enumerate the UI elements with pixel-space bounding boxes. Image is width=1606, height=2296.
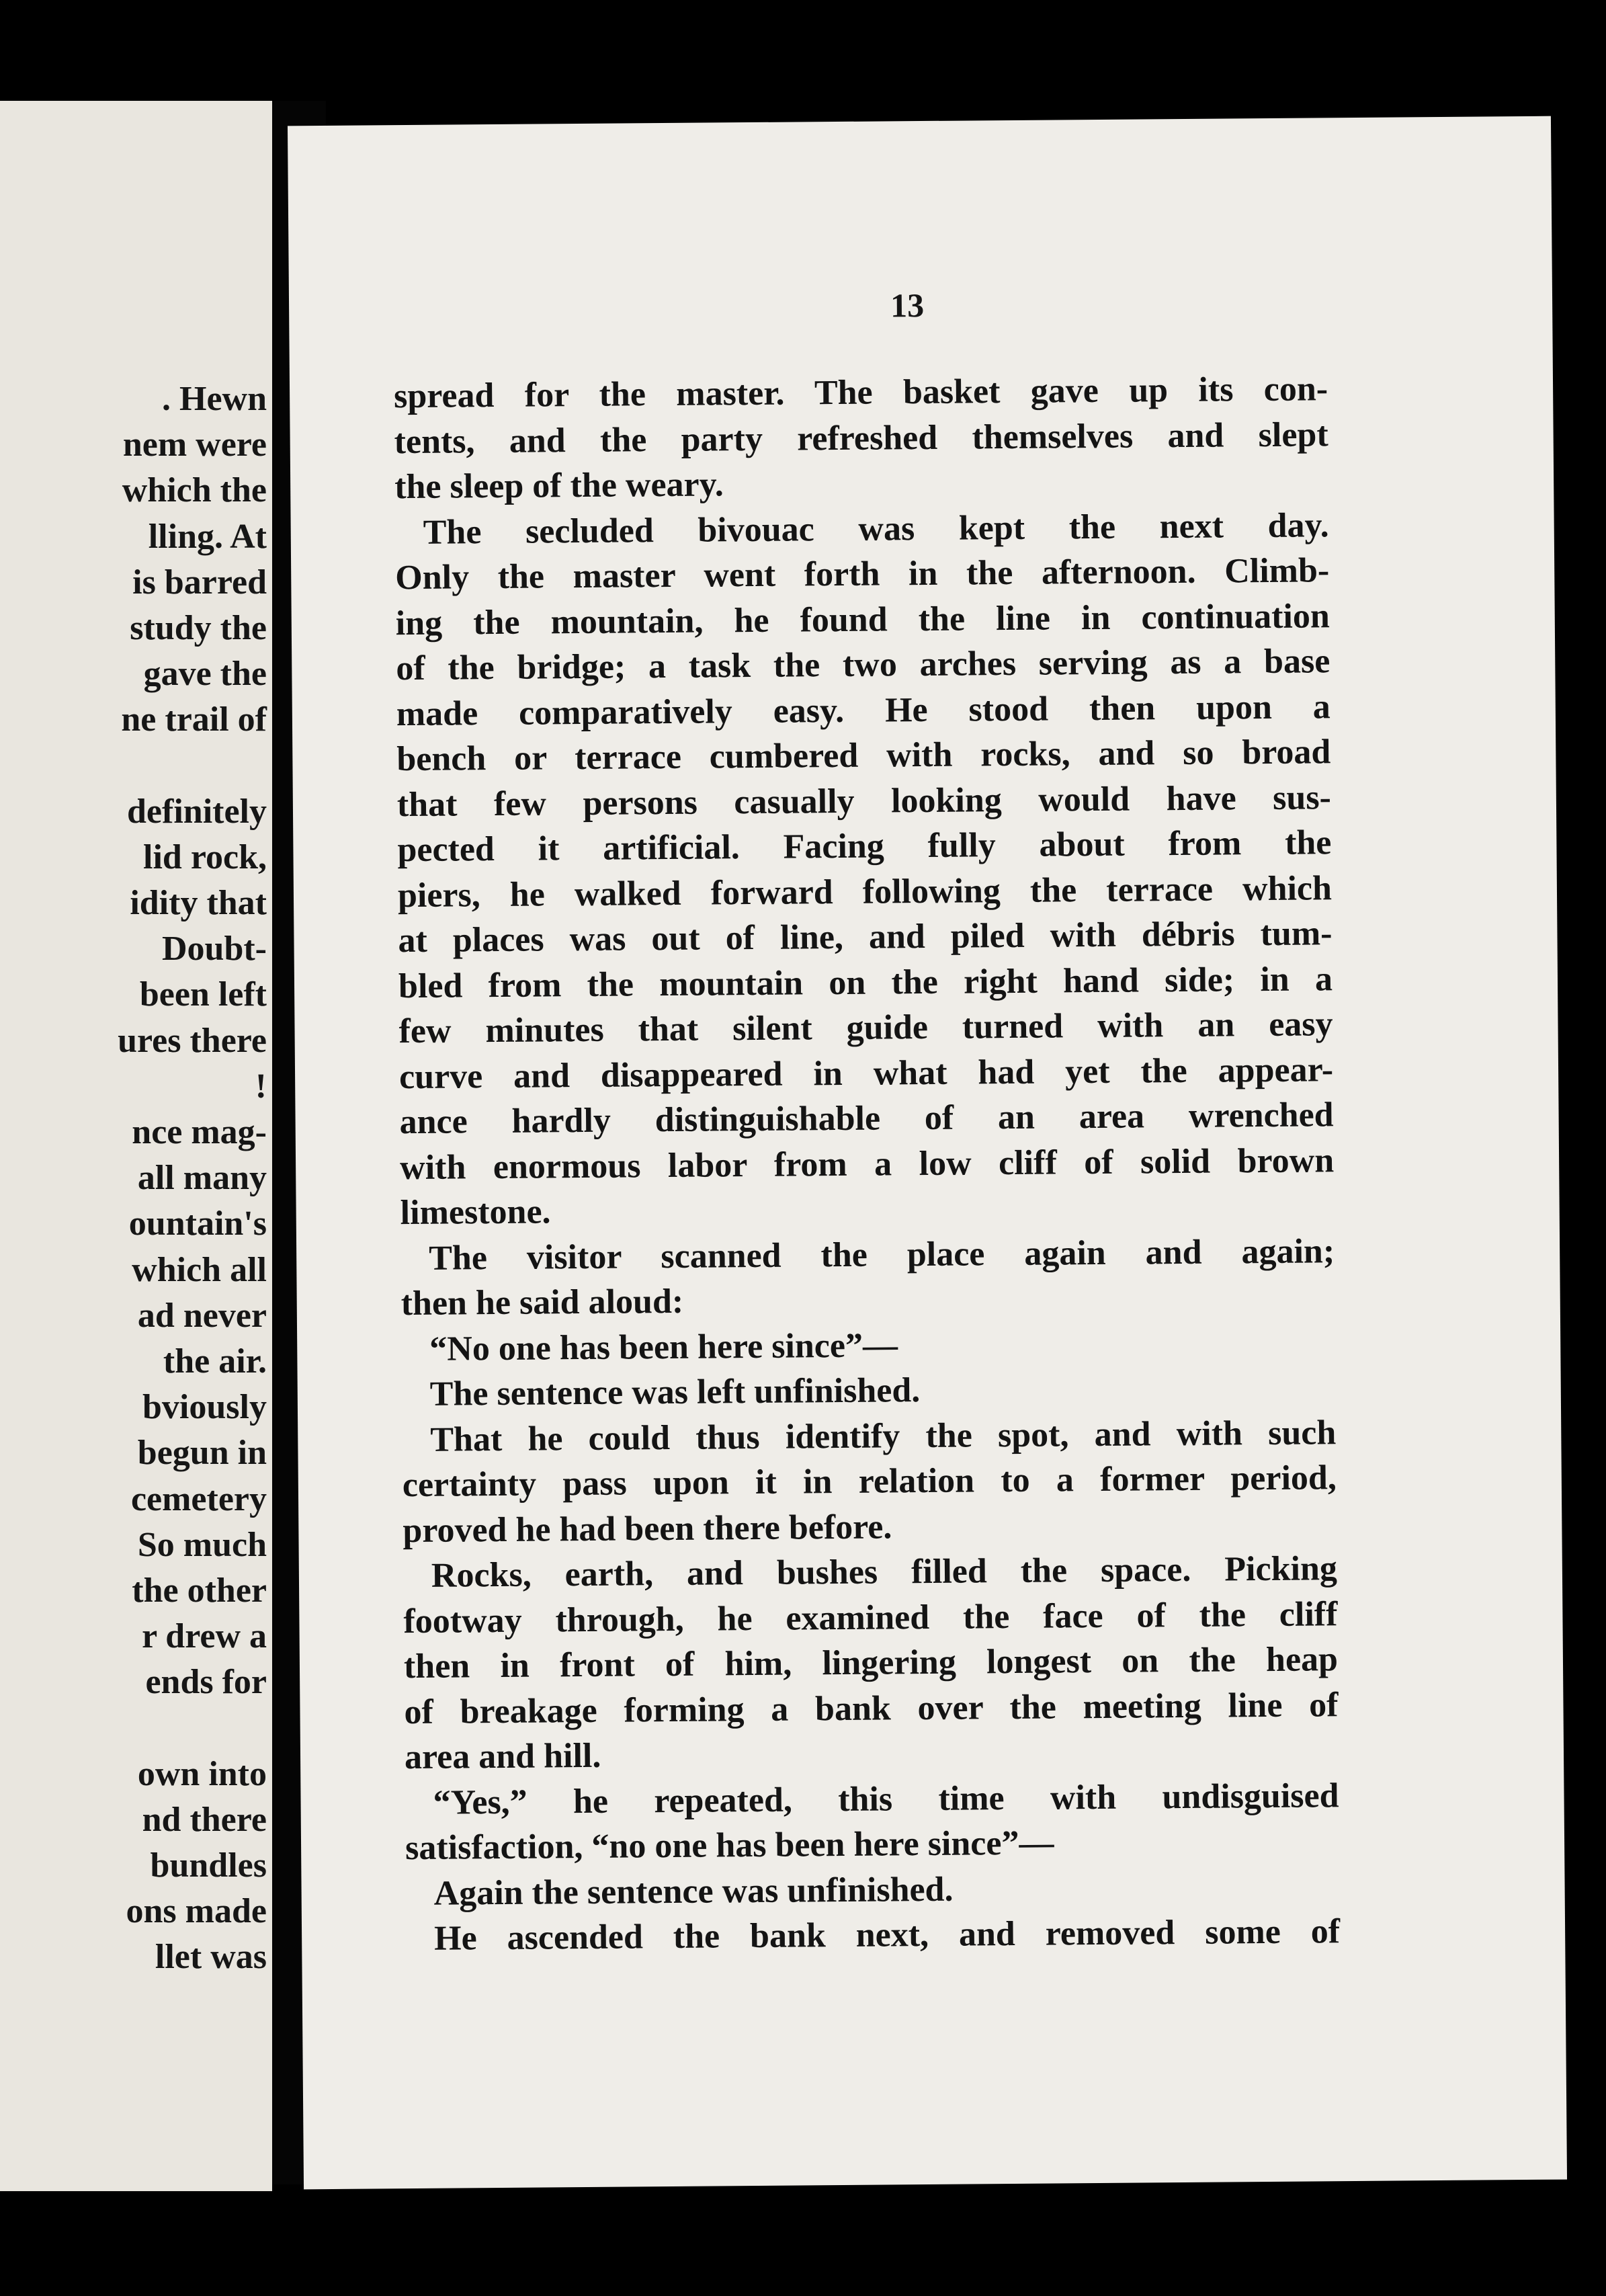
text-line: that few persons casually looking would have sus- bbox=[396, 778, 1332, 824]
text-line: of the bridge; a task the two arches serving as a base bbox=[396, 642, 1330, 688]
left-line: ons made bbox=[126, 1892, 267, 1931]
text-line: The secluded bivouac was kept the next day. bbox=[423, 505, 1329, 552]
left-line: . Hewn bbox=[162, 380, 267, 418]
text-line: bench or terrace cumbered with rocks, and so broad bbox=[396, 733, 1331, 779]
text-line: Rocks, earth, and bushes filled the space. Picking bbox=[431, 1549, 1338, 1595]
left-line bbox=[0, 743, 267, 789]
text-line: Only the master went forth in the afternoon. Climb- bbox=[395, 551, 1330, 598]
left-line: been left bbox=[139, 975, 267, 1014]
left-page bbox=[0, 101, 272, 2191]
text-line: proved he had been there before. bbox=[403, 1507, 892, 1550]
text-line: then in front of him, lingering longest on the heap bbox=[403, 1640, 1339, 1686]
text-line: The sentence was left unfinished. bbox=[429, 1371, 921, 1413]
text-line: few minutes that silent guide turned with an easy bbox=[398, 1005, 1333, 1051]
left-line: lling. At bbox=[148, 517, 267, 556]
left-line: Doubt- bbox=[161, 930, 267, 969]
text-line: “No one has been here since”— bbox=[429, 1325, 898, 1368]
left-line: ne trail of bbox=[121, 700, 267, 739]
left-line: all many bbox=[137, 1159, 267, 1198]
text-line: “Yes,” he repeated, this time with undisguised bbox=[433, 1776, 1339, 1822]
left-line: own into bbox=[137, 1754, 267, 1793]
left-page-text bbox=[0, 376, 267, 1981]
left-line: study the bbox=[130, 608, 267, 647]
left-line: nce mag- bbox=[132, 1113, 267, 1151]
text-line: spread for the master. The basket gave up its con- bbox=[393, 370, 1328, 416]
left-line: idity that bbox=[130, 884, 267, 923]
text-line: the sleep of the weary. bbox=[394, 465, 724, 507]
text-line: of breakage forming a bank over the meeting line of bbox=[404, 1685, 1339, 1731]
text-line: with enormous labor from a low cliff of solid brown bbox=[399, 1141, 1335, 1187]
text-line: The visitor scanned the place again and again; bbox=[428, 1231, 1335, 1278]
text-line: then he said aloud: bbox=[400, 1282, 684, 1323]
left-line: ures there bbox=[118, 1021, 267, 1060]
text-line: He ascended the bank next, and removed some of bbox=[433, 1912, 1341, 1958]
text-line: certainty pass upon it in relation to a former period, bbox=[402, 1459, 1337, 1505]
left-line: begun in bbox=[137, 1434, 267, 1473]
text-line: made comparatively easy. He stood then upon a bbox=[396, 687, 1331, 733]
left-line: ountain's bbox=[128, 1204, 267, 1243]
left-line: ! bbox=[255, 1067, 267, 1106]
left-line: the other bbox=[132, 1571, 267, 1610]
text-line: Again the sentence was unfinished. bbox=[433, 1870, 954, 1913]
text-line: That he could thus identify the spot, and with such bbox=[430, 1413, 1337, 1459]
text-line: area and hill. bbox=[404, 1736, 601, 1777]
left-line: nd there bbox=[142, 1800, 267, 1839]
left-line: the air. bbox=[163, 1342, 267, 1381]
left-line: definitely bbox=[127, 792, 267, 831]
text-line: tents, and the party refreshed themselves and slept bbox=[394, 415, 1328, 461]
left-line: cemetery bbox=[130, 1479, 267, 1518]
text-line: bled from the mountain on the right hand side; in a bbox=[398, 959, 1333, 1006]
text-line: pected it artificial. Facing fully about from the bbox=[397, 823, 1332, 870]
text-line: ing the mountain, he found the line in continuation bbox=[395, 596, 1330, 643]
left-line: which all bbox=[132, 1250, 267, 1289]
page-number: 13 bbox=[890, 286, 925, 325]
left-line: bundles bbox=[150, 1846, 267, 1885]
left-line: gave the bbox=[143, 655, 267, 694]
left-line: is barred bbox=[132, 563, 267, 602]
left-line: lid rock, bbox=[143, 837, 267, 876]
text-line: curve and disappeared in what had yet the appear- bbox=[398, 1050, 1334, 1096]
left-line: ad never bbox=[137, 1296, 267, 1335]
left-line: bviously bbox=[142, 1388, 267, 1427]
left-line: which the bbox=[122, 471, 267, 510]
left-line: ends for bbox=[145, 1663, 267, 1702]
text-line: footway through, he examined the face of the cliff bbox=[403, 1594, 1338, 1641]
text-line: satisfaction, “no one has been here since”— bbox=[405, 1823, 1054, 1868]
left-line bbox=[0, 1705, 267, 1751]
right-page bbox=[288, 116, 1567, 2190]
text-line: limestone. bbox=[400, 1192, 551, 1233]
text-line: piers, he walked forward following the terrace which bbox=[397, 868, 1333, 915]
left-line: r drew a bbox=[142, 1617, 267, 1656]
text-line: at places was out of line, and piled with débris tum- bbox=[398, 914, 1333, 960]
text-line: ance hardly distinguishable of an area wrenched bbox=[399, 1096, 1334, 1142]
left-line: So much bbox=[137, 1525, 267, 1564]
right-page-text bbox=[394, 366, 1341, 1961]
left-line: llet was bbox=[155, 1938, 267, 1977]
left-line: nem were bbox=[122, 425, 267, 464]
